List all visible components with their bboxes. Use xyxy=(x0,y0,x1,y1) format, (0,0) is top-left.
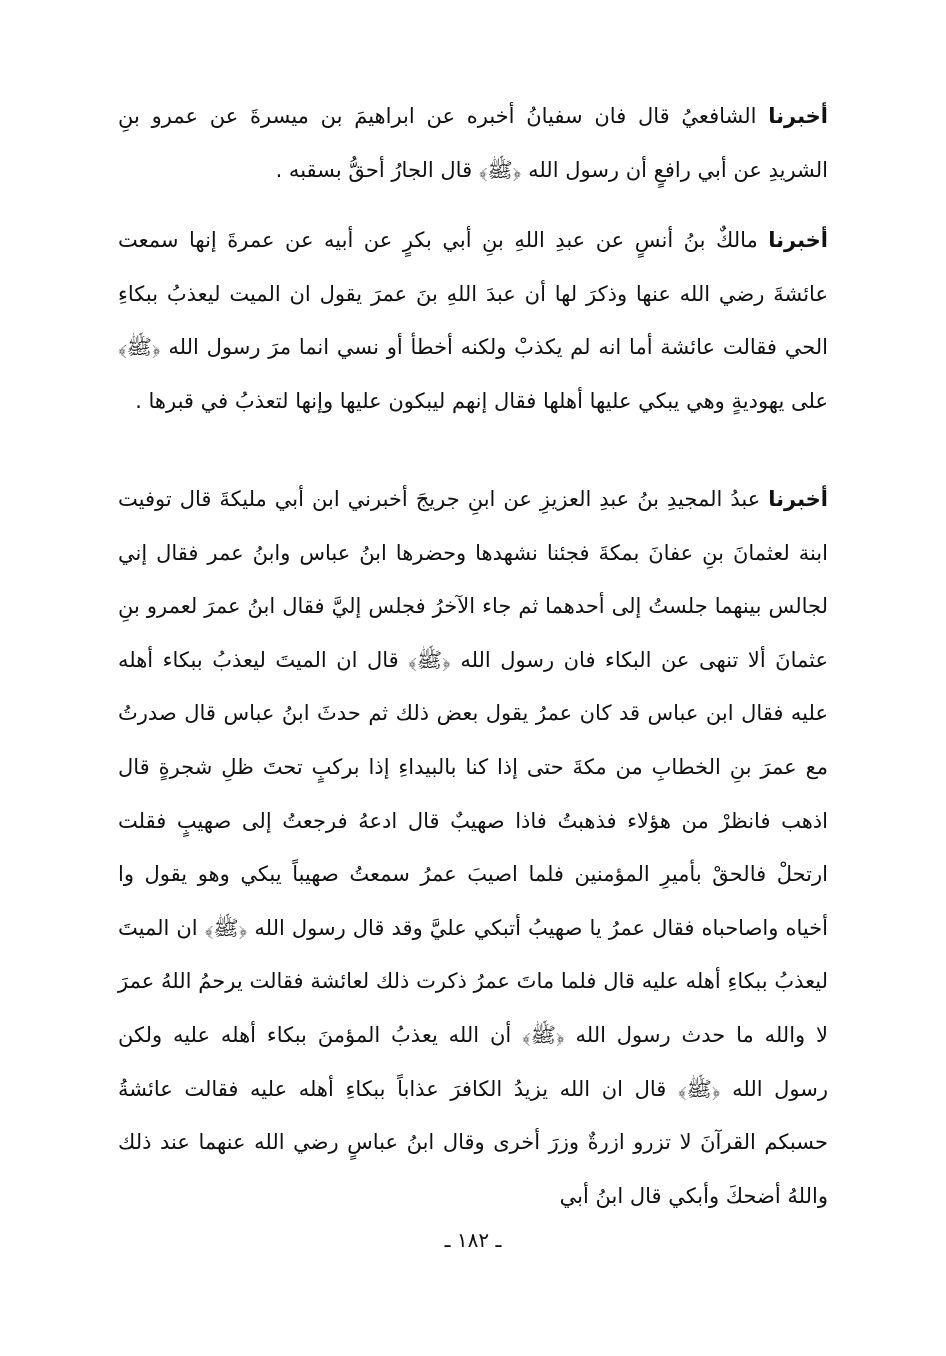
paragraph-1-lead: أخبرنا xyxy=(768,104,828,128)
paragraph-3-text: عبدُ المجيدِ بنُ عبدِ العزيزِ عن ابنِ جريجَ أخبرني ابن أبي مليكةَ قال توفيت ابنة لعثمانَ بنِ عفانَ بمكةَ فجئنا نشهدها وحضرها ابنُ عباس وابنُ عمر فقال إني لجالس بينهما جلستُ إلى أحدهما ثم جاء الآخرُ فجلس إليَّ فقال ابنُ عمرَ لعمرو بنِ عثمانَ ألا تنهى عن البكاء فان رسول الله ﴿ﷺ﴾ قال ان الميتَ ليعذبُ ببكاء أهله عليه فقال ابن عباس قد كان عمرُ يقول بعض ذلك ثم حدثَ ابنُ عباس قال صدرتُ مع عمرَ بنِ الخطابِ من مكةَ حتى إذا كنا بالبيداءِ إذا بركبٍ تحتَ ظلِ شجرةٍ قال اذهب فانظرْ من هؤلاء فذهبتُ فاذا صهيبٌ قال ادعهُ فرجعتُ إلى صهيبٍ فقلت ارتحلْ فالحقْ بأميرِ المؤمنين فلما اصيبَ عمرُ سمعتُ صهيباً يبكي وهو يقول وا أخياه واصاحباه فقال عمرُ يا صهيبُ أتبكي عليَّ وقد قال رسول الله ﴿ﷺ﴾ ان الميتَ ليعذبُ ببكاءِ أهله عليه قال فلما ماتَ عمرُ ذكرت ذلك لعائشة فقالت يرحمُ اللهُ عمرَ لا والله ما حدث رسول الله ﴿ﷺ﴾ أن الله يعذبُ المؤمنَ ببكاء أهله عليه ولكن رسول الله ﴿ﷺ﴾ قال ان الله يزيدُ الكافرَ عذاباً ببكاءِ أهله عليه فقالت عائشةُ حسبكم القرآنَ لا تزرو ازرةٌ وزرَ أخرى وقال ابنُ عباسٍ رضي الله عنهما عند ذلك واللهُ أضحكَ وأبكي قال ابنُ أبي xyxy=(118,487,828,1208)
paragraph-3 xyxy=(118,473,828,1223)
paragraph-1 xyxy=(118,90,828,197)
page-number: ـ ١٨٢ ـ xyxy=(444,1228,502,1252)
paragraph-1-text: الشافعيُ قال فان سفيانُ أخبره عن ابراهيمَ بن ميسرةَ عن عمرو بنِ الشريدِ عن أبي رافعٍ أن رسول الله ﴿ﷺ﴾ قال الجارُ أحقُّ بسقبه . xyxy=(118,104,828,182)
paragraph-3-lead: أخبرنا xyxy=(768,487,828,511)
paragraph-2 xyxy=(118,214,828,428)
paragraph-2-text: مالكٌ بنُ أنسٍ عن عبدِ اللهِ بنِ أبي بكرٍ عن أبيه عن عمرةَ إنها سمعت عائشةَ رضي الله عنها وذكرَ لها أن عبدَ اللهِ بنَ عمرَ يقول ان الميت ليعذبُ ببكاءِ الحي فقالت عائشة أما انه لم يكذبْ ولكنه أخطأ أو نسي انما مرَ رسول الله ﴿ﷺ﴾ على يهوديةٍ وهي يبكي عليها أهلها فقال إنهم ليبكون عليها وإنها لتعذبُ في قبرها . xyxy=(118,228,828,413)
paragraph-2-lead: أخبرنا xyxy=(768,228,829,252)
